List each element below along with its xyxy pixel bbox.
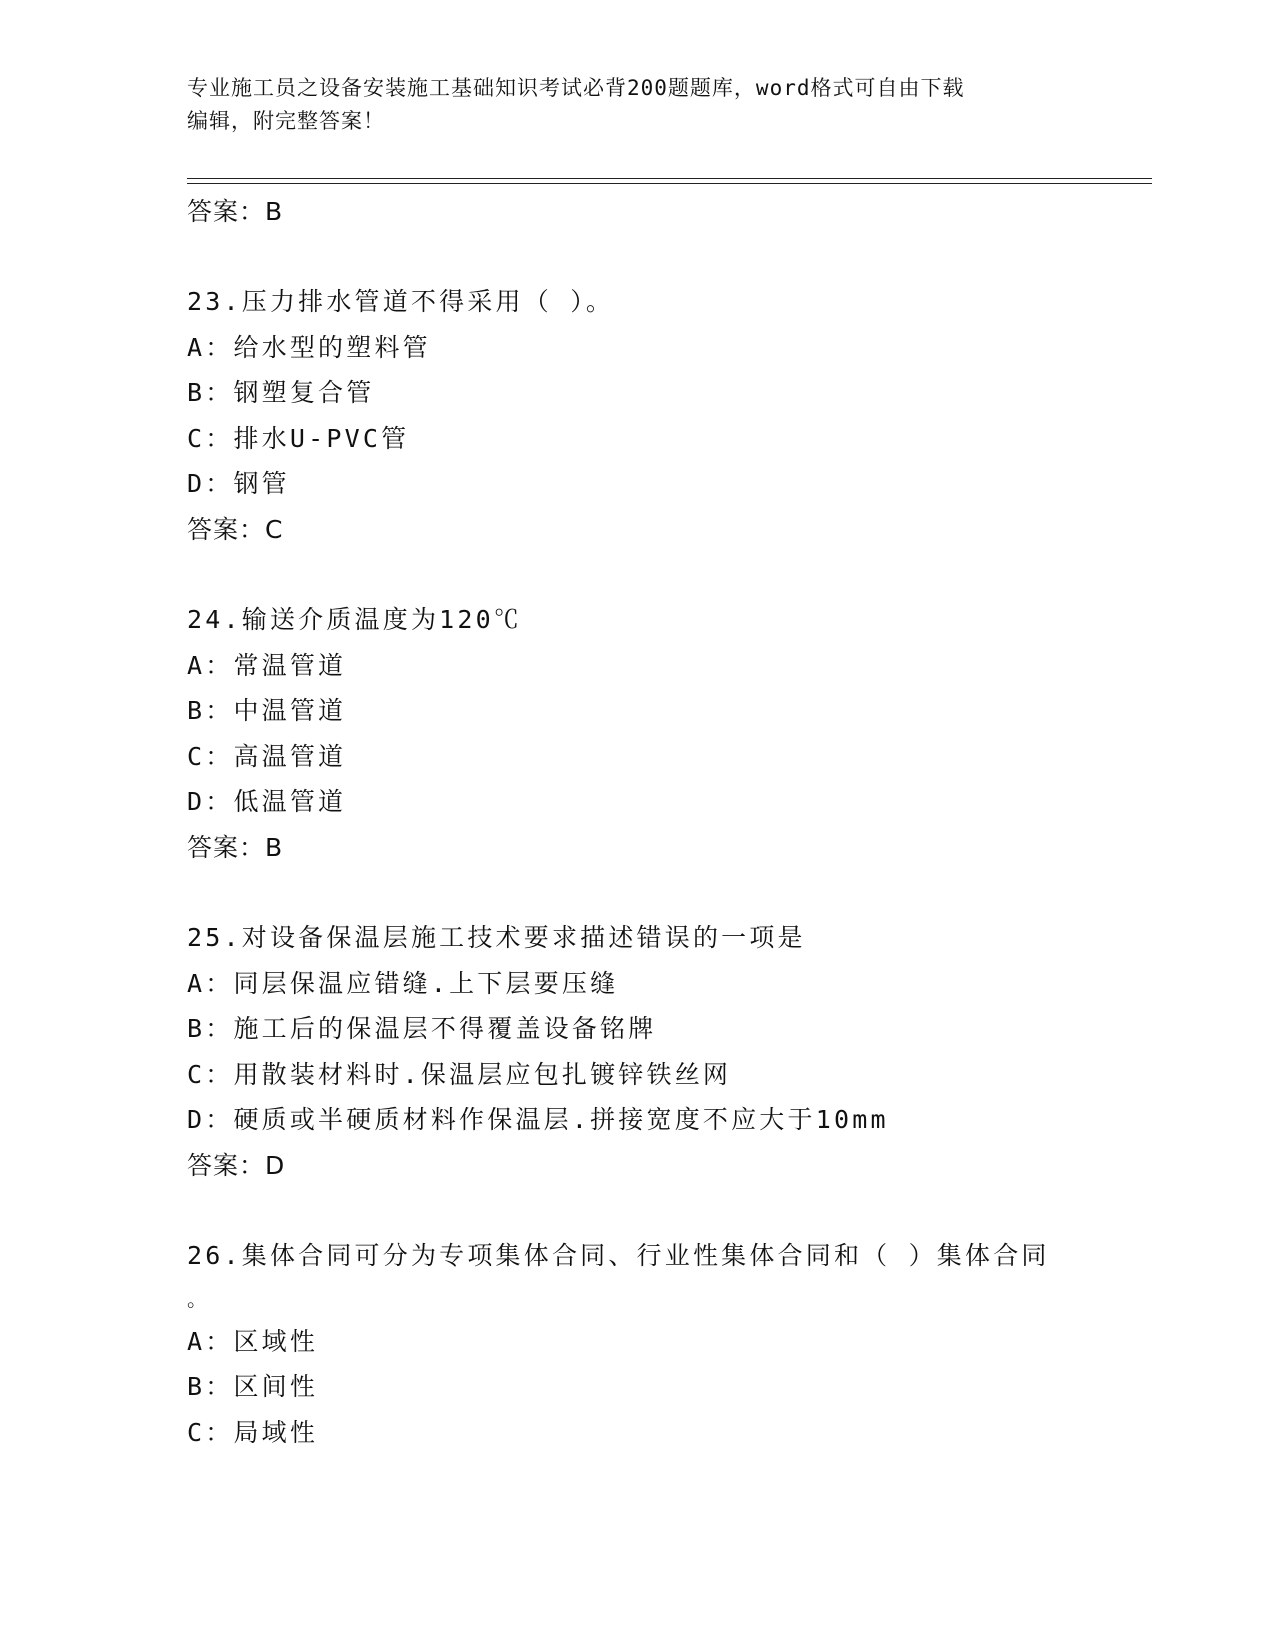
- option-c: C：用散装材料时.保温层应包扎镀锌铁丝网: [187, 1059, 732, 1089]
- question-26: [187, 1233, 1147, 1455]
- question-stem: 25.对设备保温层施工技术要求描述错误的一项是: [187, 922, 806, 952]
- question-stem-tail: 。: [187, 1286, 211, 1311]
- option-b: B：区间性: [187, 1372, 319, 1402]
- option-a: A：给水型的塑料管: [187, 332, 431, 362]
- header-line-2: 编辑，附完整答案！: [187, 109, 385, 133]
- header-divider-bottom: [187, 183, 1152, 184]
- option-a: A：常温管道: [187, 650, 347, 680]
- option-d: D：硬质或半硬质材料作保温层.拼接宽度不应大于10mm: [187, 1105, 889, 1135]
- question-stem: 24.输送介质温度为120℃: [187, 604, 523, 634]
- question-25: [187, 915, 1147, 1189]
- header-line-1: 专业施工员之设备安装施工基础知识考试必背200题题库，word格式可自由下载: [187, 76, 965, 100]
- document-header: [187, 72, 1077, 138]
- answer-line: 答案：B: [187, 832, 284, 862]
- option-b: B：施工后的保温层不得覆盖设备铭牌: [187, 1014, 657, 1044]
- question-23: [187, 279, 1147, 553]
- answer-line: 答案：D: [187, 1150, 286, 1180]
- answer-line: 答案：C: [187, 514, 284, 544]
- option-b: B：钢塑复合管: [187, 378, 375, 408]
- option-d: D：钢管: [187, 469, 290, 499]
- answer-line: 答案：B: [187, 197, 284, 226]
- option-a: A：区域性: [187, 1326, 319, 1356]
- question-stem: 23.压力排水管道不得采用（ ）。: [187, 287, 615, 316]
- question-list: [187, 189, 1147, 1455]
- option-c: C：局域性: [187, 1417, 319, 1447]
- question-stem: 26.集体合同可分为专项集体合同、行业性集体合同和（ ）集体合同: [187, 1240, 1050, 1270]
- option-d: D：低温管道: [187, 787, 347, 817]
- option-b: B：中温管道: [187, 696, 347, 726]
- option-c: C：排水U-PVC管: [187, 423, 410, 453]
- header-divider-top: [187, 178, 1152, 179]
- question-24: [187, 597, 1147, 871]
- option-c: C：高温管道: [187, 741, 347, 771]
- option-a: A：同层保温应错缝.上下层要压缝: [187, 968, 619, 998]
